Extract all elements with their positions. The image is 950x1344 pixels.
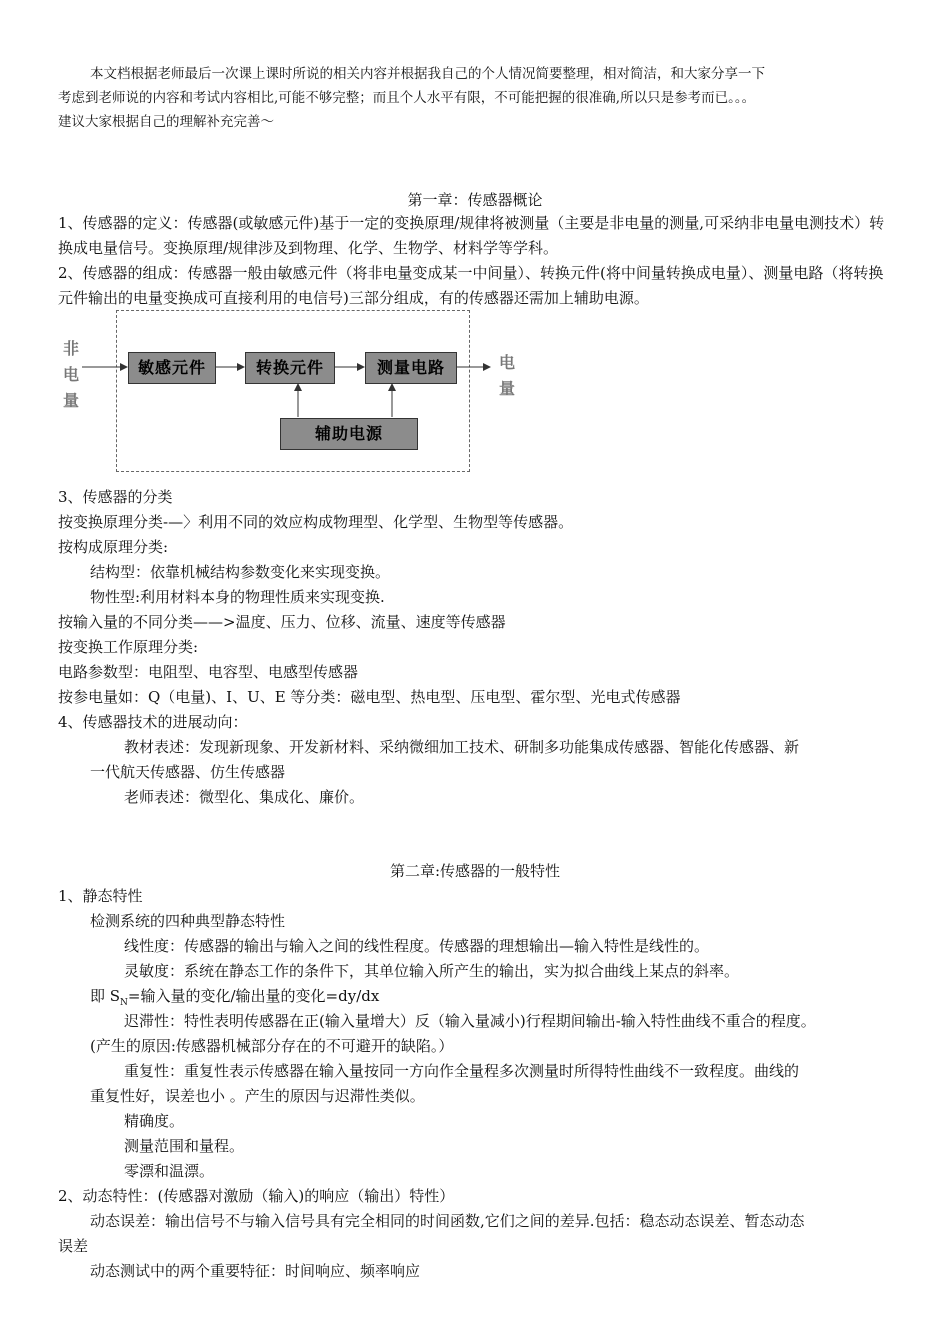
- classification-subitem: 结构型：依靠机械结构参数变化来实现变换。: [90, 563, 391, 581]
- dynamic-error-cont: 误差: [58, 1237, 89, 1255]
- intro-line: 建议大家根据自己的理解补充完善～: [58, 114, 274, 130]
- static-title: 1、静态特性: [58, 887, 143, 905]
- chapter2-title: 第二章:传感器的一般特性: [389, 862, 561, 880]
- trend-textbook: 教材表述：发现新现象、开发新材料、采纳微细加工技术、研制多功能集成传感器、智能化传感器、新: [124, 738, 800, 756]
- classification-item: 按变换原理分类-—〉利用不同的效应构成物理型、化学型、生物型等传感器。: [58, 513, 574, 531]
- diagram-arrows: [58, 306, 508, 476]
- formula-subscript: N: [120, 998, 128, 1008]
- intro-paragraph: [58, 62, 898, 134]
- measuring-circuit-block: 测量电路: [365, 352, 457, 384]
- auxiliary-power-block: 辅助电源: [280, 418, 418, 450]
- trend-textbook-cont: 一代航天传感器、仿生传感器: [90, 763, 286, 781]
- repeatability-item: 重复性：重复性表示传感器在输入量按同一方向作全量程多次测量时所得特性曲线不一致程度。曲线的: [124, 1062, 800, 1080]
- input-label-text: 非电量: [62, 339, 79, 410]
- classification-subitem: 物性型:利用材料本身的物理性质来实现变换.: [90, 588, 385, 606]
- sensitivity-item: 灵敏度：系统在静态工作的条件下，其单位输入所产生的输出，实为拟合曲线上某点的斜率。: [124, 962, 740, 980]
- intro-line: 考虑到老师说的内容和考试内容相比,可能不够完整；而且个人水平有限，不可能把握的很准确,所以只是参考而已。。。: [58, 90, 756, 106]
- trend-title: 4、传感器技术的进展动向：: [58, 713, 248, 731]
- sensor-composition: 2、传感器的组成：传感器一般由敏感元件（将非电量变成某一中间量）、转换元件(将中间量转换成电量）、测量电路（将转换元件输出的电量变换成可直接利用的电信号)三部分组成，有的传感器还需加上辅助电源。: [58, 264, 884, 307]
- sensor-definition: 1、传感器的定义：传感器(或敏感元件)基于一定的变换原理/规律将被测量（主要是非电量的测量,可采纳非电量电测技术）转换成电量信号。变换原理/规律涉及到物理、化学、生物学、材料学等学科。: [58, 214, 885, 257]
- static-subtitle: 检测系统的四种典型静态特性: [90, 912, 286, 930]
- range-item: 测量范围和量程。: [124, 1137, 245, 1155]
- drift-item: 零漂和温漂。: [124, 1162, 215, 1180]
- trend-teacher: 老师表述：微型化、集成化、廉价。: [124, 788, 365, 806]
- classification-title: 3、传感器的分类: [58, 488, 173, 506]
- intro-line: 本文档根据老师最后一次课上课时所说的相关内容并根据我自己的个人情况简要整理，相对简洁，和大家分享一下: [90, 66, 765, 82]
- hysteresis-item: 迟滞性：特性表明传感器在正(输入量增大）反（输入量减小)行程期间输出-输入特性曲线不重合的程度。: [124, 1012, 816, 1030]
- output-label-text: 电量: [498, 353, 515, 398]
- classification-item: 电路参数型：电阻型、电容型、电感型传感器: [58, 663, 359, 681]
- classification-item: 按构成原理分类:: [58, 538, 169, 556]
- accuracy-item: 精确度。: [124, 1112, 185, 1130]
- sensing-element-block: 敏感元件: [128, 352, 216, 384]
- linearity-item: 线性度：传感器的输出与输入之间的线性程度。传感器的理想输出—输入特性是线性的。: [124, 937, 710, 955]
- classification-item: 按参电量如：Q（电量)、I、U、E 等分类：磁电型、热电型、压电型、霍尔型、光电式传感器: [58, 688, 681, 706]
- dynamic-error: 动态误差：输出信号不与输入信号具有完全相同的时间函数,它们之间的差异.包括：稳态动态误差、暂态动态: [90, 1212, 805, 1230]
- formula-body: =输入量的变化/输出量的变化=dy/dx: [127, 987, 380, 1005]
- classification-item: 按输入量的不同分类——>温度、压力、位移、流量、速度等传感器: [58, 613, 506, 631]
- conversion-element-block: 转换元件: [245, 352, 335, 384]
- dynamic-features: 动态测试中的两个重要特征：时间响应、频率响应: [90, 1262, 421, 1280]
- dynamic-title: 2、动态特性：(传感器对激励（输入)的响应（输出）特性）: [58, 1187, 455, 1205]
- sensor-block-diagram: [58, 306, 515, 476]
- repeatability-cont: 重复性好，误差也小 。产生的原因与迟滞性类似。: [90, 1087, 425, 1105]
- chapter1-title: 第一章：传感器概论: [407, 191, 543, 209]
- classification-item: 按变换工作原理分类:: [58, 638, 199, 656]
- hysteresis-cause: (产生的原因:传感器机械部分存在的不可避开的缺陷。）: [90, 1037, 454, 1055]
- formula-prefix: 即 S: [90, 987, 121, 1005]
